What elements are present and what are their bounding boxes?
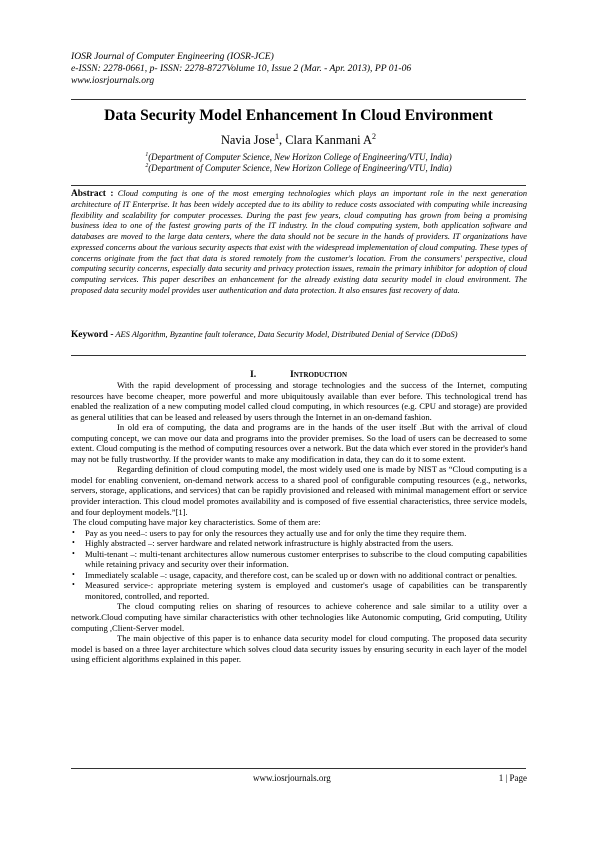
footer-website: www.iosrjournals.org	[253, 773, 331, 783]
keywords	[71, 330, 527, 341]
affiliation-mark: 1	[145, 152, 149, 159]
abstract-top-rule	[71, 185, 526, 186]
list-item	[71, 538, 527, 549]
body-text	[71, 380, 527, 665]
affiliation-mark: 2	[145, 163, 149, 170]
author-separator: ,	[279, 133, 286, 147]
journal-name: IOSR Journal of Computer Engineering (IOSR-JCE)	[71, 51, 274, 62]
list-item-text: Highly abstracted –: server hardware and related network infrastructure is highly abstracted from the users.	[85, 538, 454, 549]
keywords-text: AES Algorithm, Byzantine fault tolerance, Data Security Model, Distributed Denial of Service (DDoS)	[113, 330, 458, 339]
list-item-text: Multi-tenant –: multi-tenant architectures allow numerous customer enterprises to subscribe to the cloud computing capabilities while retaining privacy and security over their information.	[85, 548, 527, 570]
abstract	[71, 189, 527, 297]
affiliation	[71, 152, 526, 163]
bullet-icon: •	[72, 527, 75, 537]
bullet-icon: •	[72, 548, 75, 558]
characteristics-list	[71, 528, 527, 602]
list-item	[71, 549, 527, 570]
list-item	[71, 570, 527, 581]
journal-website: www.iosrjournals.org	[71, 75, 155, 87]
author-affiliation-mark: 1	[275, 131, 280, 141]
keywords-label: Keyword -	[71, 330, 114, 340]
header-rule	[71, 99, 526, 100]
paragraph: The main objective of this paper is to enhance data security model for cloud computing. The proposed data security model is based on a three layer architecture which solves cloud data security issues by ensuring security in each layer of the model using efficient algorithms explained in this paper.	[71, 633, 527, 665]
paragraph: With the rapid development of processing and storage technologies and the success of the Internet, computing resources have become cheaper, more powerful and more ubiquitously available than ever before. This technological trend has enabled the realization of a new computing model called cloud computing, in which resources (e.g. CPU and storage) are provided as general utilities that can be leased and released by users through the Internet in an on-demand fashion.	[71, 380, 527, 422]
paragraph: The cloud computing relies on sharing of resources to achieve coherence and sale similar to a utility over a network.Cloud computing have similar characteristics with other technologies like Autonomic computing, Grid computing, Utility computing ,Client-Server model.	[71, 601, 527, 633]
paragraph: In old era of computing, the data and programs are in the hands of the user itself .But with the arrival of cloud computing concept, we can move our data and programs into the provider premises. So the load of users can be decreased to some extent. Cloud computing is the method of computing resources over a network. But the data which ever stored in the provider's hand may not be fully trustworthy. If the provider wants to make any modification in data, they can do it to some extent.	[71, 422, 527, 464]
section-number: I.	[249, 369, 257, 380]
section-title: Introduction	[289, 369, 348, 380]
footer-rule	[71, 768, 526, 769]
author-name: Navia Jose	[220, 133, 276, 147]
author-affiliation-mark: 2	[371, 131, 376, 141]
abstract-label: Abstract :	[71, 189, 114, 199]
affiliation-text: (Department of Computer Science, New Horizon College of Engineering/VTU, India)	[148, 152, 452, 162]
page-number: 1 | Page	[498, 773, 527, 783]
paper-title: Data Security Model Enhancement In Cloud Environment	[104, 107, 493, 124]
list-item	[71, 528, 527, 539]
affiliation-text: (Department of Computer Science, New Horizon College of Engineering/VTU, India)	[148, 163, 452, 173]
affiliation	[71, 163, 526, 174]
bullet-icon: •	[72, 538, 75, 548]
paper-authors	[71, 133, 526, 148]
bullet-icon: •	[72, 569, 75, 579]
list-item-text: Measured service-: appropriate metering system is employed and customer's usage of capabilities can be transparently monitored, controlled, and reported.	[85, 580, 527, 601]
list-item-text: Pay as you need–: users to pay for only the resources they actually use and for only the time they require them.	[85, 527, 467, 538]
author-name: Clara Kanmani A	[285, 133, 372, 147]
paragraph: The cloud computing have major key characteristics. Some of them are:	[73, 517, 321, 528]
abstract-text: Cloud computing is one of the most emerging technologies which plays an important role in the next generation architecture of IT Enterprise. It has been widely accepted due to its ability to reduce costs associated with computing while increasing flexibility and scalability for computer processes. During the past few years, cloud computing has grown from being a promising business idea to one of the fastest growing parts of the IT industry. In the cloud computing system, both application software and databases are moved to the large data centers, where the data should not be secure in the hands of providers. IT organizations have expressed concerns about the various security aspects that exist with the widespread implementation of cloud computing. These types of concerns originate from the fact that data is stored remotely from the customer's location. From the consumers' perspective, cloud computing security concerns, especially data security and privacy protection issues, remain the primary inhibitor for adoption of cloud computing services. This paper describes an enhancement for the already existing data security model in cloud environment. The proposed data security model provides user authentication and data protection. It also ensures fast recovery of data.	[71, 189, 527, 295]
abstract-bottom-rule	[71, 355, 526, 356]
section-heading	[71, 369, 526, 380]
bullet-icon: •	[72, 580, 75, 590]
paragraph: Regarding definition of cloud computing model, the most widely used one is made by NIST as “Cloud computing is a model for enabling convenient, on-demand network access to a shared pool of configurable computing resources (e.g., networks, servers, storage, applications, and services) that can be rapidly provisioned and released with minimal management effort or service provider interaction. This cloud model promotes availability and is composed of five essential characteristics, three service models, and four deployment models.”[1].	[71, 464, 527, 517]
list-item	[71, 580, 527, 601]
journal-header	[71, 51, 531, 88]
list-item-text: Immediately scalable –: usage, capacity, and therefore cost, can be scaled up or down with no additional contract or penalties.	[85, 569, 518, 580]
journal-issn-volume: e-ISSN: 2278-0661, p- ISSN: 2278-8727Volume 10, Issue 2 (Mar. - Apr. 2013), PP 01-06	[71, 63, 412, 75]
